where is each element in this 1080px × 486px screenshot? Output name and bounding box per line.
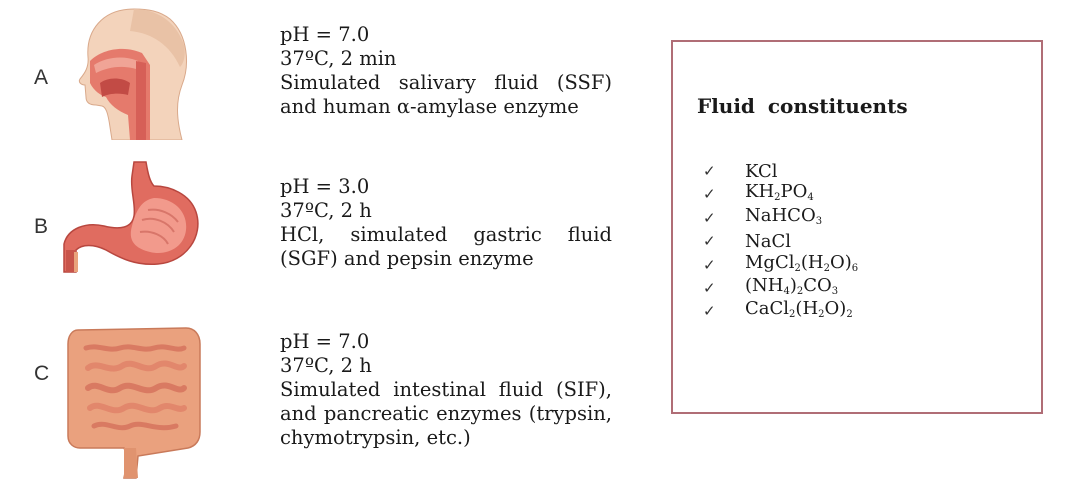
stage-c-desc-3: chymotrypsin, etc.) — [280, 426, 471, 449]
formula-part: KCl — [745, 161, 778, 182]
check-icon: ✓ — [703, 185, 716, 204]
check-icon: ✓ — [703, 162, 716, 180]
formula-part: CO — [803, 274, 832, 296]
stage-c-text — [280, 330, 612, 450]
fluid-constituents-box — [671, 40, 1043, 414]
formula-subscript: 6 — [851, 262, 859, 274]
stage-a-conditions: 37ºC, 2 min — [280, 47, 397, 70]
constituent-list — [703, 160, 858, 324]
check-icon: ✓ — [703, 232, 716, 251]
intestine-icon — [64, 318, 204, 483]
stage-c-desc-1: Simulated intestinal fluid (SIF), — [280, 378, 612, 401]
formula-part: (H — [800, 251, 824, 273]
stomach-icon — [58, 160, 208, 275]
check-icon: ✓ — [703, 208, 716, 227]
check-icon: ✓ — [703, 278, 716, 297]
check-icon: ✓ — [703, 255, 716, 274]
formula-subscript: 3 — [831, 285, 839, 297]
constituent-item — [703, 300, 858, 323]
stage-c-conditions: 37ºC, 2 h — [280, 354, 372, 377]
formula-subscript: 3 — [815, 215, 823, 227]
formula-part: NaHCO — [745, 204, 816, 226]
constituent-item — [703, 204, 858, 230]
formula-part: O) — [829, 251, 852, 273]
formula-subscript: 2 — [846, 309, 853, 321]
formula-subscript: 2 — [796, 285, 804, 297]
formula-subscript: 2 — [794, 262, 801, 274]
check-icon: ✓ — [703, 302, 716, 321]
stage-c-letter: C — [34, 362, 50, 385]
stage-a-ph: pH = 7.0 — [280, 23, 370, 46]
formula-subscript: 4 — [783, 285, 790, 297]
formula-part: ) — [789, 274, 797, 296]
stage-b-desc-2: (SGF) and pepsin enzyme — [280, 247, 534, 270]
head-mouth-icon — [72, 5, 192, 140]
stage-c-desc-2: and pancreatic enzymes (trypsin, — [280, 402, 612, 425]
stage-a-desc-1: Simulated salivary fluid (SSF) — [280, 71, 612, 94]
stage-b-letter: B — [34, 215, 49, 238]
formula-part: CaCl — [745, 298, 790, 320]
formula-subscript: 2 — [818, 309, 825, 321]
formula-subscript: 2 — [789, 309, 796, 321]
stage-a-desc-2: and human α-amylase enzyme — [280, 95, 579, 118]
stage-b-desc-1: HCl, simulated gastric fluid — [280, 223, 612, 246]
formula-part: MgCl — [745, 251, 795, 273]
formula-part: PO — [780, 181, 808, 203]
constituent-formula — [745, 297, 853, 326]
stage-b-ph: pH = 3.0 — [280, 175, 370, 198]
formula-part: NaCl — [745, 231, 792, 253]
formula-subscript: 2 — [823, 262, 830, 274]
formula-part: KH — [745, 181, 775, 203]
stage-a-text — [280, 23, 612, 119]
fluid-constituents-title: Fluid constituents — [697, 94, 908, 118]
stage-c-ph: pH = 7.0 — [280, 330, 370, 353]
formula-part: O) — [824, 298, 847, 320]
constituent-formula — [745, 204, 822, 233]
stage-a-letter: A — [34, 66, 49, 89]
formula-part: (H — [795, 298, 819, 320]
stage-b-text — [280, 175, 612, 271]
formula-subscript: 4 — [807, 192, 814, 204]
stage-b-conditions: 37ºC, 2 h — [280, 199, 372, 222]
formula-part: (NH — [745, 274, 784, 296]
formula-subscript: 2 — [774, 192, 781, 204]
